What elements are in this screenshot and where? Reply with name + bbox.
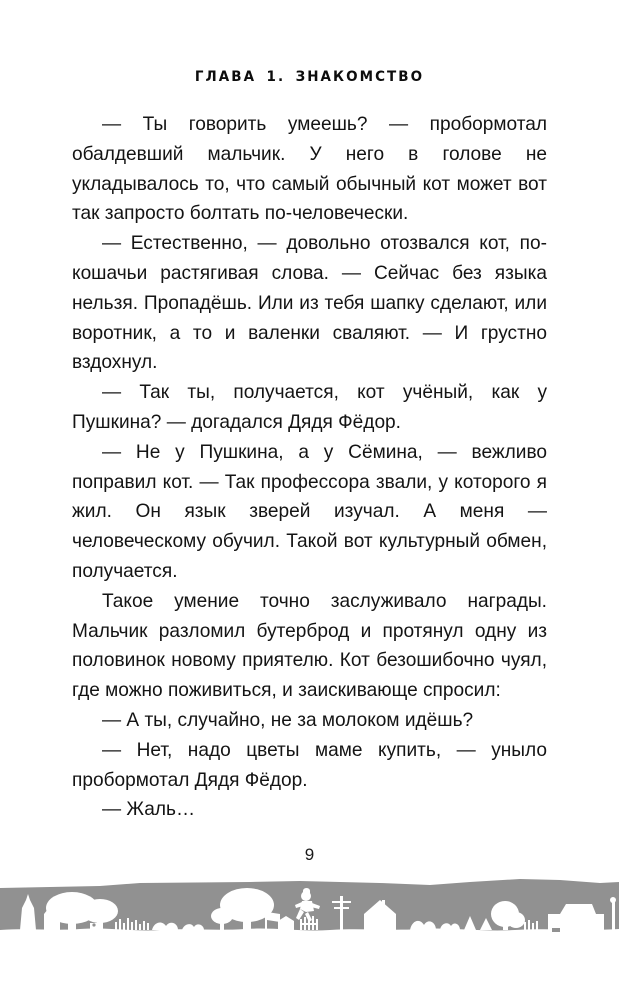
paragraph: — Нет, надо цветы маме купить, — уныло пробормотал Дядя Фёдор. [72,739,547,791]
body-text-column [72,110,547,825]
paragraph: Такое умение точно заслуживало награды. Мальчик разломил бутерброд и протянул одну из половинок новому приятелю. Кот безошибочно чуял, где можно поживиться, и заискивающе спросил: [72,590,547,702]
page-number: 9 [304,845,315,864]
paragraph: — Так ты, получается, кот учёный, как у Пушкина? — догадался Дядя Фёдор. [72,382,547,433]
paragraph: — А ты, случайно, не за молоком идёшь? [102,709,474,731]
paragraph: — Естественно, — довольно отозвался кот, по-кошачьи растягивая слова. — Сейчас без языка нельзя. Пропадёшь. Или из тебя шапку сделают, или воротник, а то и валенки сваляют. — И грустно вздохнул. [72,233,547,374]
village-silhouette-icon [0,878,619,948]
paragraph: — Жаль… [102,799,196,821]
chapter-heading: ГЛАВА 1. ЗНАКОМСТВО [194,69,425,85]
footer-decoration [0,878,619,948]
paragraph: — Ты говорить умеешь? — пробормотал обалдевший мальчик. У него в голове не укладывалось то, что самый обычный кот может вот так запросто болтать по-человечески. [72,114,547,225]
paragraph: — Не у Пушкина, а у Сёмина, — вежливо поправил кот. — Так профессора звали, у которого я жил. Он язык зверей изучал. А меня — человеческому обучил. Такой вот культурный обмен, получается. [72,441,547,582]
